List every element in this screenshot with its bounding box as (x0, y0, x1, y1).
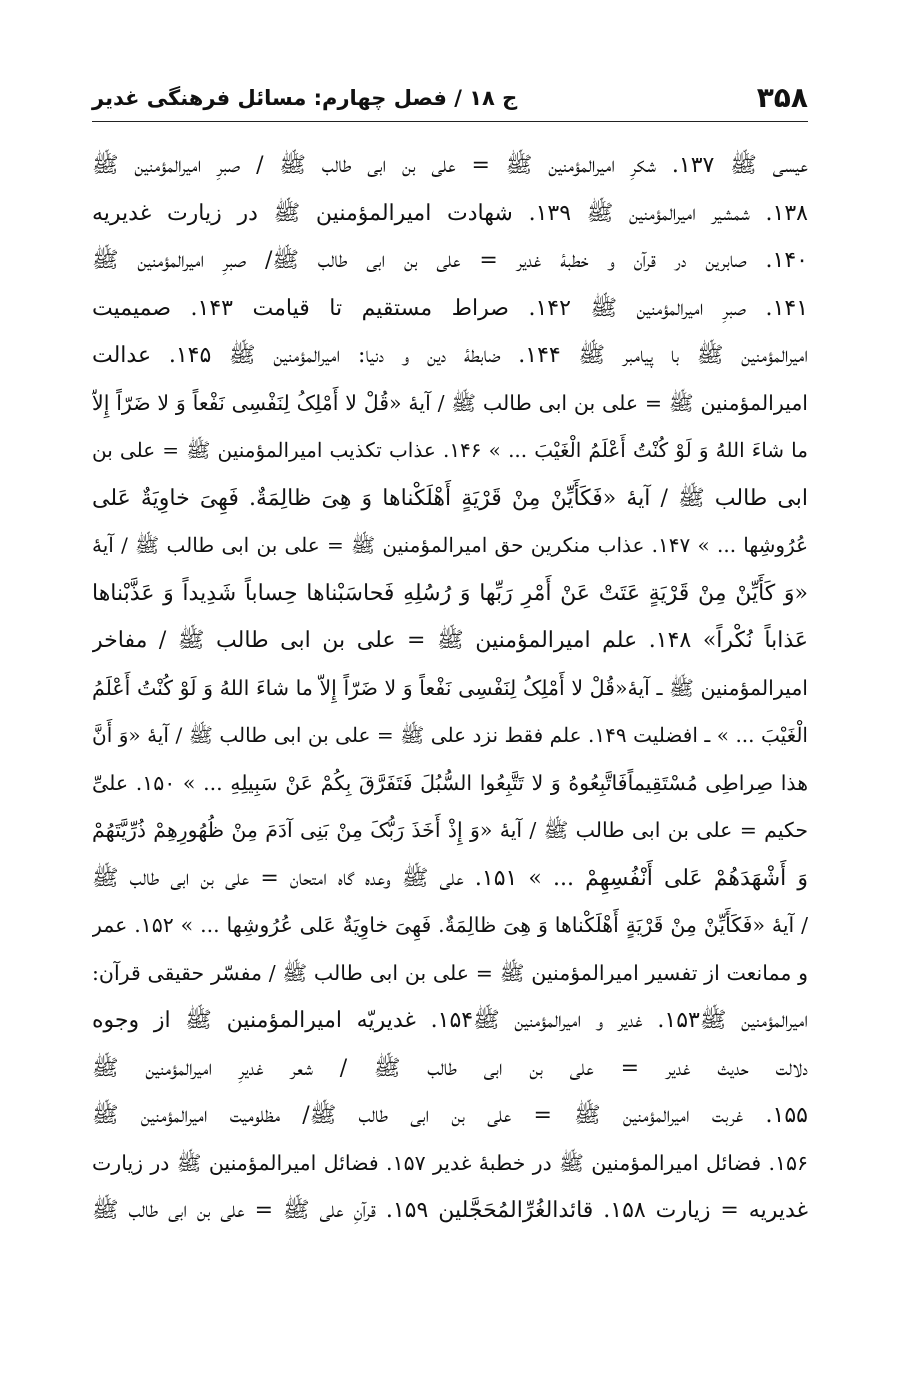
text-line: عیسی ﷺ ۱۳۷. شکرِ امیرالمؤمنین ﷺ = علی بن ابی طالب ﷺ / صبرِ امیرالمؤمنین ﷺ (92, 153, 808, 178)
text-line: وَ أَشْهَدَهُمْ عَلی أَنْفُسِهِمْ ... » ۱۵۱. علی ﷺ وعده گاه امتحان = علی بن ابی طالب ﷺ (92, 865, 808, 891)
text-line: «وَ کَأَیِّنْ مِنْ قَرْیَةٍ عَتَتْ عَنْ أَمْرِ رَبِّها وَ رُسُلِهِ فَحاسَبْناها حِساباً شَدِیداً وَ عَذَّبْناها (92, 580, 808, 606)
text-line: ما شاءَ اللهُ وَ لَوْ کُنْتُ أَعْلَمُ الْغَیْبَ ... » ۱۴۶. عذاب تکذیب امیرالمؤمنین ﷺ = علی بن (92, 438, 808, 462)
text-line: ابی طالب ﷺ / آیهٔ «فَکَأَیِّنْ مِنْ قَرْیَةٍ أَهْلَکْناها وَ هِیَ ظالِمَةٌ. فَهِیَ خاوِیَةٌ عَلی (92, 485, 808, 511)
text-line: امیرالمؤمنین ﷺ۱۵۳. غدیر و امیرالمؤمنین ﷺ۱۵۴. غدیریّه امیرالمؤمنین ﷺ از وجوه (92, 1008, 808, 1033)
page-header (92, 68, 808, 116)
text-line: عُرُوشِها ... » ۱۴۷. عذاب منکرین حق امیرالمؤمنین ﷺ = علی بن ابی طالب ﷺ / آیهٔ (92, 533, 808, 557)
header-divider (92, 121, 808, 122)
text-line: ۱۴۰. صابرین در قرآن و خطبهٔ غدیر = علی بن ابی طالب ﷺ/ صبرِ امیرالمؤمنین ﷺ (92, 248, 808, 273)
page-number: ۳۵۸ (756, 81, 808, 114)
text-line: / آیهٔ «فَکَأَیِّنْ مِنْ قَرْیَةٍ أَهْلَکْناها وَ هِیَ ظالِمَةٌ. فَهِیَ خاوِیَةٌ عَلی عُرُوشِها ... » ۱۵۲. عمر (92, 913, 808, 937)
text-line: امیرالمؤمنین ﷺ ـ آیهٔ«قُلْ لا أَمْلِکُ لِنَفْسِی نَفْعاً وَ لا ضَرّاً إِلاّ ما شاءَ اللهُ وَ لَوْ کُنْتُ أَعْلَمُ (92, 675, 808, 700)
text-line: الْغَیْبَ ... » ـ افضلیت ۱۴۹. علم فقط نزد علی ﷺ = علی بن ابی طالب ﷺ / آیهٔ «وَ أَنَّ (92, 723, 808, 747)
text-line: ۱۵۵. غربت امیرالمؤمنین ﷺ = علی بن ابی طالب ﷺ/ مظلومیت امیرالمؤمنین ﷺ (92, 1103, 808, 1128)
body-text (92, 142, 808, 1282)
text-line: امیرالمؤمنین ﷺ با پیامبر ﷺ ۱۴۴. ضابطهٔ دین و دنیا: امیرالمؤمنین ﷺ ۱۴۵. عدالت (92, 343, 808, 368)
text-line: حکیم = علی بن ابی طالب ﷺ / آیهٔ «وَ إِذْ أَخَذَ رَبُّکَ مِنْ بَنِی آدَمَ مِنْ ظُهُورِهِمْ ذُرِّیَّتَهُمْ (92, 818, 808, 842)
text-line: ۱۵۶. فضائل امیرالمؤمنین ﷺ در خطبهٔ غدیر ۱۵۷. فضائل امیرالمؤمنین ﷺ در زیارت (92, 1150, 808, 1175)
text-line: غدیریه = زیارت ۱۵۸. قائدالغُرِّالمُحَجَّلین ۱۵۹. قرآنِ علی ﷺ = علی بن ابی طالب ﷺ (92, 1198, 808, 1223)
text-line: ۱۴۱. صبرِ امیرالمؤمنین ﷺ ۱۴۲. صراط مستقیم تا قیامت ۱۴۳. صمیمیت (92, 295, 808, 321)
text-line: دلالت حدیث غدیر = علی بن ابی طالب ﷺ / شعر غدیرِ امیرالمؤمنین ﷺ (92, 1055, 808, 1081)
text-line: عَذاباً نُکْراً» ۱۴۸. علم امیرالمؤمنین ﷺ = علی بن ابی طالب ﷺ / مفاخر (92, 628, 808, 653)
text-line: و ممانعت از تفسیر امیرالمؤمنین ﷺ = علی بن ابی طالب ﷺ / مفسّر حقیقی قرآن: (92, 960, 808, 985)
text-line: هذا صِراطِی مُسْتَقِیماًفَاتَّبِعُوهُ وَ لا تَتَّبِعُوا السُّبُلَ فَتَفَرَّقَ بِکُمْ عَنْ سَبِیلِهِ ... » ۱۵۰. علیِّ (92, 770, 808, 795)
running-head: ج ۱۸ / فصل چهارم: مسائل فرهنگی غدیر (92, 86, 518, 110)
text-line: امیرالمؤمنین ﷺ = علی بن ابی طالب ﷺ / آیهٔ «قُلْ لا أَمْلِکُ لِنَفْسِی نَفْعاً وَ لا ضَرّاً إِلاّ (92, 390, 808, 415)
text-line: ۱۳۸. شمشیر امیرالمؤمنین ﷺ ۱۳۹. شهادت امیرالمؤمنین ﷺ در زیارت غدیریه (92, 200, 808, 226)
